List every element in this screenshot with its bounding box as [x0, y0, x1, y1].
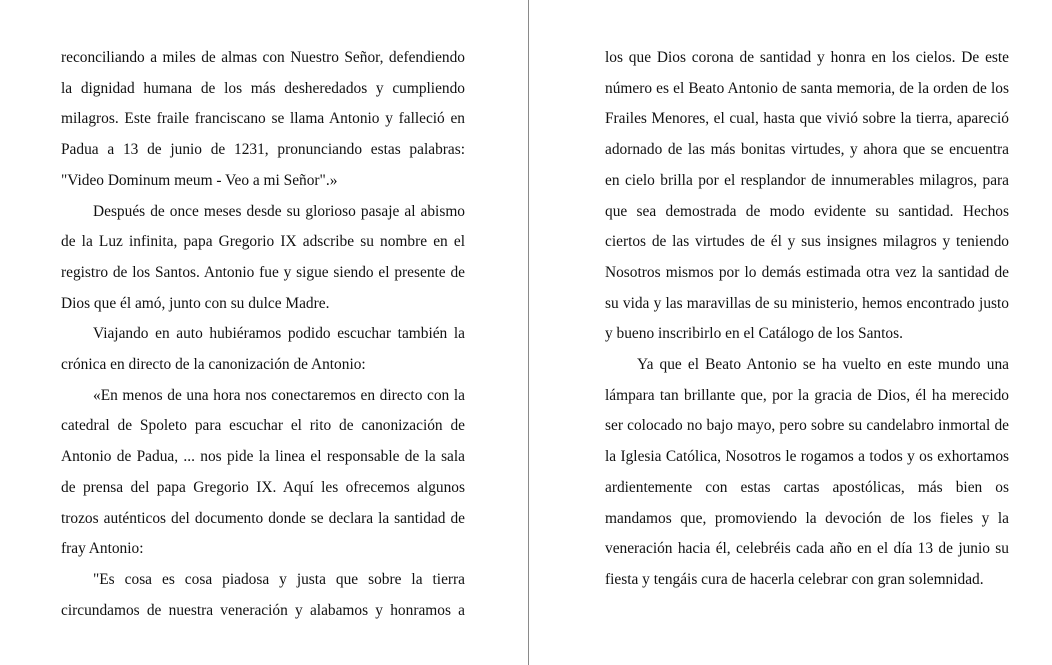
right-page: [605, 43, 1009, 596]
left-page: [61, 43, 465, 626]
paragraph: «En menos de una hora nos conectaremos en directo con la catedral de Spoleto para escuchar el rito de canonización de Antonio de Padua, ... nos pide la linea el responsable de la sala de prensa del papa Gregorio IX. Aquí les ofrecemos algunos trozos auténticos del documento donde se declara la santidad de fray Antonio:: [61, 386, 465, 558]
paragraph: "Es cosa es cosa piadosa y justa que sobre la tierra circundamos de nuestra veneración y alabamos y honramos a: [61, 570, 465, 619]
paragraph: Después de once meses desde su glorioso pasaje al abismo de la Luz infinita, papa Gregorio IX adscribe su nombre en el registro de los Santos. Antonio fue y sigue siendo el presente de Dios que él amó, junto con su dulce Madre.: [61, 202, 465, 312]
page-divider: [528, 0, 529, 665]
paragraph: Viajando en auto hubiéramos podido escuchar también la crónica en directo de la canonización de Antonio:: [61, 325, 465, 374]
paragraph: reconciliando a miles de almas con Nuestro Señor, defendiendo la dignidad humana de los más desheredados y cumpliendo milagros. Este fraile franciscano se llama Antonio y falleció en Padua a 13 de junio de 1231, pronunciando estas palabras: "Video Dominum meum - Veo a mi Señor".»: [61, 49, 465, 189]
paragraph: los que Dios corona de santidad y honra en los cielos. De este número es el Beato Antonio de santa memoria, de la orden de los Frailes Menores, el cual, hasta que vivió sobre la tierra, apareció adornado de las más bonitas virtudes, y ahora que se encuentra en cielo brilla por el resplandor de innumerables milagros, para que sea demostrada de modo evidente su santidad. Hechos ciertos de las virtudes de él y sus insignes milagros y teniendo Nosotros mismos por lo demás estimada otra vez la santidad de su vida y las maravillas de su ministerio, hemos encontrado justo y bueno inscribirlo en el Catálogo de los Santos.: [605, 49, 1009, 343]
paragraph: Ya que el Beato Antonio se ha vuelto en este mundo una lámpara tan brillante que, por la gracia de Dios, él ha merecido ser colocado no bajo mayo, pero sobre su candelabro inmortal de la Iglesia Católica, Nosotros le rogamos a todos y os exhortamos ardientemente con estas cartas apostólicas, más bien os mandamos que, promoviendo la devoción de los fieles y la veneración hacia él, celebréis cada año en el día 13 de junio su fiesta y tengáis cura de hacerla celebrar con gran solemnidad.: [605, 356, 1009, 588]
